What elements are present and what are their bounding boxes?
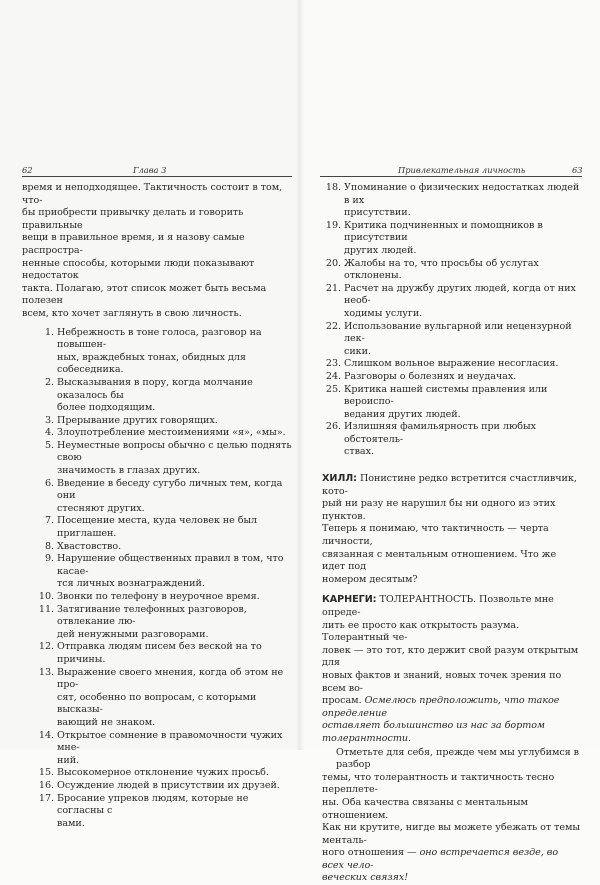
list-item-number: 18. xyxy=(325,182,341,193)
list-item xyxy=(35,377,292,415)
hill-dialogue xyxy=(322,473,582,586)
carnegie-para2-line: темы, что толерантность и тактичность тесно переплете- xyxy=(322,771,555,796)
list-item-line: Выражение своего мнения, когда об этом не про- xyxy=(57,666,284,691)
list-item xyxy=(322,321,582,359)
carnegie-speaker: КАРНЕГИ: xyxy=(322,594,377,606)
hill-line: номером десятым? xyxy=(322,573,418,585)
right-header-rule xyxy=(320,176,582,177)
list-item-number: 15. xyxy=(38,767,54,779)
list-item-line: ний. xyxy=(57,754,80,766)
left-body-text xyxy=(22,182,292,830)
list-item-line: Небрежность в тоне голоса, разговор на повышен- xyxy=(57,326,262,351)
list-item-number: 16. xyxy=(38,779,54,791)
list-item xyxy=(322,371,582,384)
carnegie-italic: Осмелюсь предположить, что такое определение xyxy=(322,695,560,719)
carnegie-para2-line: ны. Оба качества связаны с ментальным отношением. xyxy=(322,796,528,821)
list-item-line: ходимы услуги. xyxy=(344,307,423,319)
list-item-line: Осуждение людей в присутствии их друзей. xyxy=(57,779,280,791)
list-item-line: Открытое сомнение в правомочности чужих мне- xyxy=(57,729,283,754)
intro-line: ненные способы, которыми люди показывают недостаток xyxy=(22,257,255,282)
right-running-head: Привлекательная личность xyxy=(398,165,526,175)
list-item-number: 21. xyxy=(325,282,341,294)
list-item-number: 4. xyxy=(44,427,54,439)
list-item-number: 3. xyxy=(44,414,54,426)
list-item-line: Излишняя фамильярность при любых обстоятель- xyxy=(344,421,536,445)
list-item xyxy=(35,730,292,768)
carnegie-italic: оно встречается везде, во всех чело- xyxy=(322,847,559,871)
list-item-line: дей ненужными разговорами. xyxy=(57,628,209,640)
list-item-line: Прерывание других говорящих. xyxy=(57,414,218,426)
tact-violations-list xyxy=(35,327,292,831)
tact-violations-list-continued xyxy=(322,182,582,459)
carnegie-line: просам. xyxy=(322,695,365,707)
carnegie-line: лить ее просто как открытость разума. Толерантный че- xyxy=(322,619,520,644)
list-item-line: Высокомерное отклонение чужих просьб. xyxy=(57,767,269,779)
hill-line: связанная с ментальным отношением. Что же идет под xyxy=(322,548,557,573)
list-item-number: 10. xyxy=(38,591,54,602)
intro-line: такта. Полагаю, этот список может быть весьма полезен xyxy=(22,282,267,307)
left-running-head: Глава 3 xyxy=(133,165,167,175)
carnegie-dialogue xyxy=(322,594,582,885)
list-item-number: 1. xyxy=(44,326,54,338)
list-item-number: 23. xyxy=(325,358,341,370)
list-item-number: 22. xyxy=(325,320,341,332)
list-item-line: Упоминание о физических недостатках людей в их xyxy=(344,182,580,206)
list-item-number: 2. xyxy=(44,376,54,388)
carnegie-line: ловек — это тот, кто держит свой разум открытым для xyxy=(322,644,579,669)
list-item xyxy=(35,440,292,478)
list-item-number: 20. xyxy=(325,257,341,269)
list-item-number: 5. xyxy=(44,439,54,451)
list-item-line: более подходящим. xyxy=(57,402,156,414)
list-item-number: 7. xyxy=(44,515,54,527)
list-item-number: 9. xyxy=(44,553,54,565)
carnegie-italic-line: оставляет большинство из нас за бортом толерантности. xyxy=(322,720,545,744)
hill-line: Понистине редко встретится счастливчик, кото- xyxy=(322,473,577,497)
carnegie-line: ТОЛЕРАНТНОСТЬ. Позвольте мне опреде- xyxy=(322,594,554,618)
left-page-number: 62 xyxy=(22,165,33,175)
right-page-number: 63 xyxy=(572,165,583,175)
hill-speaker: ХИЛЛ: xyxy=(322,473,357,485)
book-gutter xyxy=(296,0,304,750)
list-item xyxy=(322,258,582,283)
list-item-line: сят, особенно по вопросам, с которыми высказы- xyxy=(57,691,257,716)
list-item-number: 6. xyxy=(44,477,54,489)
list-item-line: Использование вульгарной или нецензурной лек- xyxy=(344,320,572,345)
list-item-line: сики. xyxy=(344,345,371,357)
list-item-number: 24. xyxy=(325,370,341,382)
list-item-line: Посещение места, куда человек не был приглашен. xyxy=(57,515,258,540)
left-header-rule xyxy=(22,176,292,177)
list-item-number: 11. xyxy=(38,603,54,615)
list-item-line: Нарушение общественных правил в том, что касае- xyxy=(57,553,284,577)
list-item-line: Критика нашей системы правления или вероиспо- xyxy=(344,383,548,408)
list-item-line: Отправка людям писем без веской на то причины. xyxy=(57,641,262,665)
list-item-number: 8. xyxy=(44,540,54,552)
list-item-line: значимость в глазах других. xyxy=(57,465,201,477)
list-item-line: Неуместные вопросы обычно с целью поднять свою xyxy=(57,439,292,464)
list-item xyxy=(322,421,582,459)
list-item-line: Злоупотребление местоимениями «я», «мы». xyxy=(57,427,286,439)
carnegie-para2-line: Отметьте для себя, прежде чем мы углубимся в разбор xyxy=(336,746,580,771)
list-item xyxy=(35,641,292,666)
list-item-line: Звонки по телефону в неурочное время. xyxy=(57,591,260,602)
list-item xyxy=(35,667,292,730)
intro-line: вещи в правильное время, и я назову самые распростра- xyxy=(22,232,245,256)
list-item-line: ных, враждебных тонах, обидных для собеседника. xyxy=(57,351,246,376)
list-item-line: Жалобы на то, что просьбы об услугах отклонены. xyxy=(344,257,539,282)
list-item xyxy=(35,604,292,642)
list-item xyxy=(35,767,292,780)
right-body-text xyxy=(322,182,582,885)
list-item-number: 12. xyxy=(38,641,54,653)
list-item xyxy=(35,427,292,440)
list-item xyxy=(322,182,582,220)
intro-line: время и неподходящее. Тактичность состоит в том, что- xyxy=(22,182,283,206)
list-item-line: стесняют других. xyxy=(57,502,145,514)
list-item xyxy=(35,780,292,793)
hill-line: Теперь я понимаю, что тактичность — черта личности, xyxy=(322,523,549,548)
list-item-line: ствах. xyxy=(344,446,374,458)
list-item-line: Критика подчиненных и помощников в присутствии xyxy=(344,219,543,244)
list-item-line: Высказывания в пору, когда молчание оказалось бы xyxy=(57,376,253,401)
carnegie-para2-line: ного отношения — xyxy=(322,847,420,859)
list-item-number: 19. xyxy=(325,219,341,231)
list-item-line: вами. xyxy=(57,817,85,829)
list-item-number: 26. xyxy=(325,421,341,433)
hill-line: рый ни разу не нарушил бы ни одного из этих пунктов. xyxy=(322,498,556,522)
list-item xyxy=(322,220,582,258)
list-item-number: 25. xyxy=(325,383,341,395)
list-item-line: присутствии. xyxy=(344,207,411,219)
list-item-line: других людей. xyxy=(344,244,417,256)
list-item xyxy=(322,358,582,371)
list-item-line: ведания других людей. xyxy=(344,408,461,420)
list-item xyxy=(35,478,292,516)
list-item-line: Введение в беседу сугубо личных тем, когда они xyxy=(57,477,283,502)
list-item-line: вающий не знаком. xyxy=(57,716,156,728)
list-item-line: Бросание упреков людям, которые не согласны с xyxy=(57,792,249,817)
list-item-number: 17. xyxy=(38,792,54,804)
list-item xyxy=(322,283,582,321)
list-item-line: Затягивание телефонных разговоров, отвлекание лю- xyxy=(57,603,247,628)
list-item xyxy=(322,384,582,422)
carnegie-para2-line: Как ни крутите, нигде вы можете убежать от темы менталь- xyxy=(322,822,580,846)
list-item-line: Разговоры о болезнях и неудачах. xyxy=(344,370,517,382)
intro-paragraph xyxy=(22,182,292,321)
intro-line: всем, кто хочет заглянуть в свою личность. xyxy=(22,307,242,319)
list-item-line: Хвастовство. xyxy=(57,540,122,552)
list-item-line: тся личных вознаграждений. xyxy=(57,578,205,590)
list-item xyxy=(35,515,292,540)
list-item-number: 14. xyxy=(38,729,54,741)
carnegie-italic-line: веческих связях! xyxy=(322,872,409,884)
list-item xyxy=(35,541,292,554)
list-item xyxy=(35,591,292,604)
list-item xyxy=(35,415,292,428)
list-item-number: 13. xyxy=(38,666,54,678)
list-item xyxy=(35,327,292,377)
list-item xyxy=(35,553,292,591)
carnegie-line: новых фактов и знаний, новых точек зрения по всем во- xyxy=(322,669,562,694)
list-item-line: Расчет на дружбу других людей, когда от них необ- xyxy=(344,282,576,307)
intro-line: бы приобрести привычку делать и говорить правильные xyxy=(22,207,244,231)
list-item-line: Слишком вольное выражение несогласия. xyxy=(344,358,559,370)
list-item xyxy=(35,793,292,831)
